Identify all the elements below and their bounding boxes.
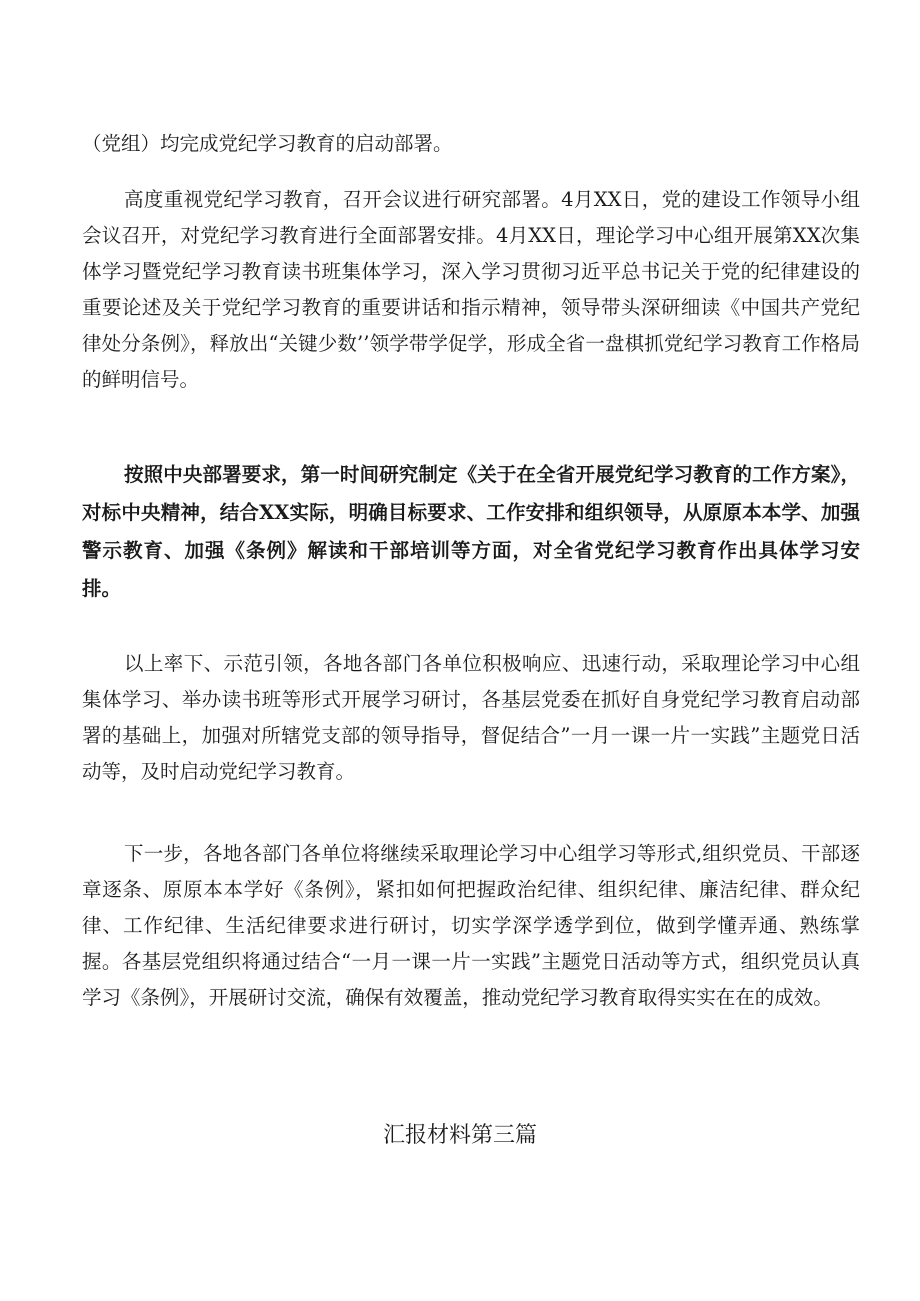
- paragraph-work-plan: 按照中央部署要求，第一时间研究制定《关于在全省开展党纪学习教育的工作方案》，对标中央精神，结合XX实际，明确目标要求、工作安排和组织领导，从原原本本学、加强警示教育、加强《条例》解读和干部培训等方面，对全省党纪学习教育作出具体学习安排。: [82, 463, 860, 600]
- section-heading: 汇报材料第三篇: [382, 1123, 537, 1148]
- paragraph-meeting-deployment: 高度重视党纪学习教育，召开会议进行研究部署。4月XX日，党的建设工作领导小组会议召开，对党纪学习教育进行全面部署安排。4月XX日，理论学习中心组开展第XX次集体学习暨党纪学习教育读书班集体学习，深入学习贯彻习近平总书记关于党的纪律建设的重要论述及关于党纪学习教育的重要讲话和指示精神，领导带头深研细读《中国共产党纪律处分条例》，释放出“关键少数’’领学带学促学，形成全省一盘棋抓党纪学习教育工作格局的鲜明信号。: [82, 188, 860, 391]
- paragraph-leading-by-example: 以上率下、示范引领，各地各部门各单位积极响应、迅速行动，采取理论学习中心组集体学习、举办读书班等形式开展学习研讨，各基层党委在抓好自身党纪学习教育启动部署的基础上，加强对所辖党支部的领导指导，督促结合”一月一课一片一实践”主题党日活动等，及时启动党纪学习教育。: [82, 652, 860, 783]
- paragraph-continuation: （党组）均完成党纪学习教育的启动部署。: [82, 132, 453, 155]
- paragraph-next-steps: 下一步，各地各部门各单位将继续采取理论学习中心组学习等形式,组织党员、干部逐章逐条、原原本本学好《条例》，紧扣如何把握政治纪律、组织纪律、廉洁纪律、群众纪律、工作纪律、生活纪律要求进行研讨，切实学深学透学到位，做到学懂弄通、熟练掌握。各基层党组织将通过结合“一月一课一片一实践”主题党日活动等方式，组织党员认真学习《条例》，开展研讨交流，确保有效覆盖，推动党纪学习教育取得实实在在的成效。: [82, 842, 860, 1009]
